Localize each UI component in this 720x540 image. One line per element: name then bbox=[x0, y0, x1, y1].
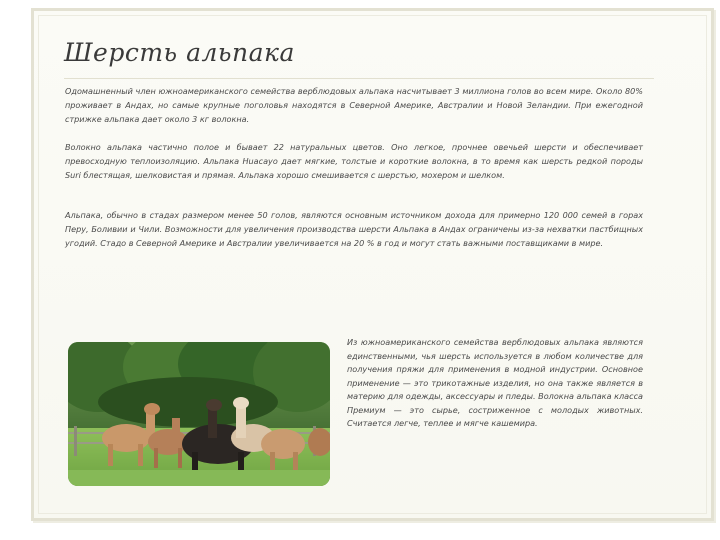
paragraph-herds-income: Альпака, обычно в стадах размером менее 50 голов, являются основным источником дохода для примерно 120 000 семей в горах Перу, Боливии и Чили. Возможности для увеличения производства шерсти Альпака в Андах ограничены из-за нехватки пастбищных угодий. Стадо в Северной Америке и Австралии увеличивается на 20 % в год и могут стать важными поставщиками в мире. bbox=[65, 210, 643, 248]
slide-title: Шерсть альпака bbox=[64, 38, 295, 67]
title-divider bbox=[64, 78, 654, 79]
paragraph-fiber-properties: Волокно альпака частично полое и бывает 22 натуральных цветов. Оно легкое, прочнее овечьей шерсти и обеспечивает превосходную теплоизоляцию. Альпака Huacayo дает мягкие, толстые и короткие волокна, в то время как шерсть редкой породы Suri блестящая, шелковистая и прямая. Альпака хорошо смешивается с шерстью, мохером и шелком. bbox=[65, 142, 643, 180]
paragraph-population: Одомашненный член южноамериканского семейства верблюдовых альпака насчитывает 3 миллиона голов во всем мире. Около 80% проживает в Андах, но самые крупные поголовья находятся в Северной Америке, Австралии и Новой Зеландии. При ежегодной стрижке альпака дает около 3 кг волокна. bbox=[65, 86, 643, 124]
alpaca-photo-image bbox=[68, 342, 330, 486]
side-text-fashion-use: Из южноамериканского семейства верблюдовых альпака являются единственными, чья шерсть используется в любом количестве для получения пряжи для применения в модной индустрии. Основное применение — это трикотажные изделия, но она также является в материю для одежды, аксессуары и пледы. Волокна альпака класса Премиум — это сырье, состриженное с молодых животных. Считается легче, теплее и мягче кашемира. bbox=[347, 337, 643, 428]
alpaca-herd-photo bbox=[68, 342, 330, 486]
